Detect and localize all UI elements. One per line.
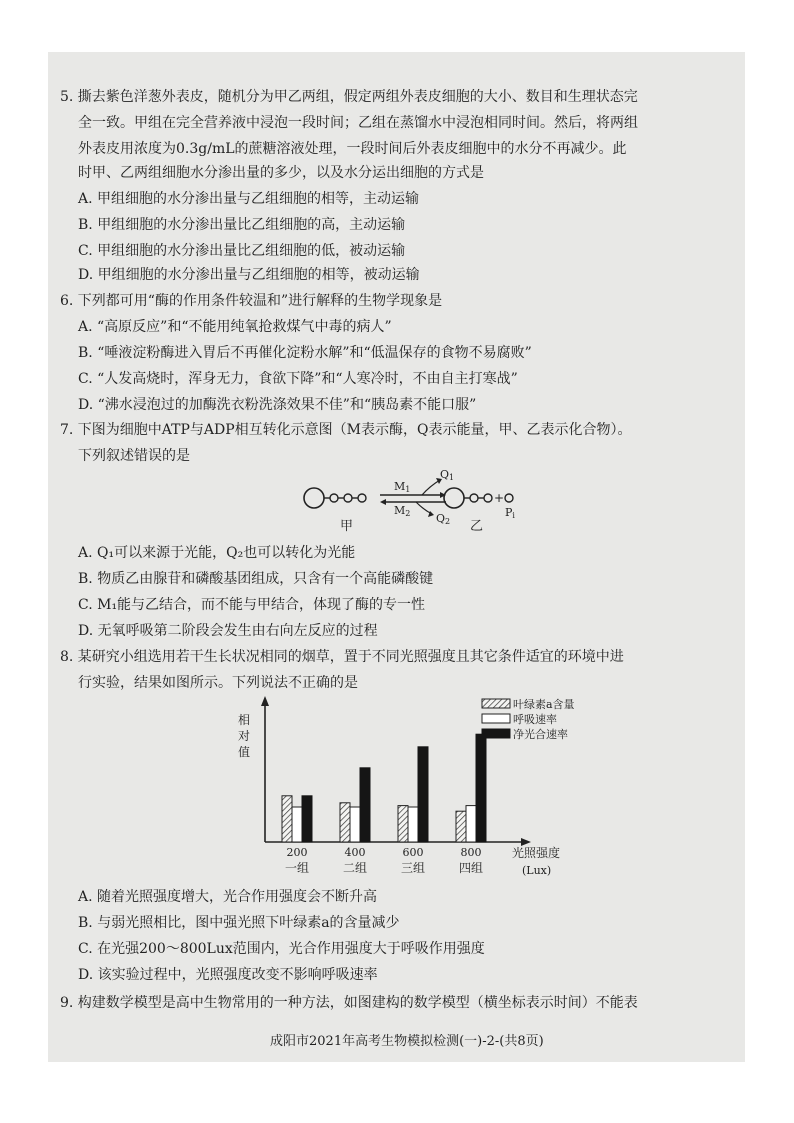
q7-option-c: C. M₁能与乙结合，而不能与甲结合，体现了酶的专一性 — [78, 597, 426, 613]
group-label-800: 四组 — [458, 861, 484, 875]
light-intensity-bar-chart — [220, 692, 600, 882]
q1-label: Q1 — [440, 468, 455, 482]
q5-stem-line-3: 外表皮用浓度为0.3g/mL的蔗糖溶液处理，一段时间后外表皮细胞中的水分不再减少。此 — [78, 141, 627, 157]
y-axis-label-char-3: 值 — [238, 745, 251, 759]
atp-adp-diagram — [300, 466, 530, 536]
net-photosynthesis-bar-400 — [360, 768, 370, 842]
bar-series — [282, 734, 486, 842]
pi-phosphate — [505, 494, 513, 502]
jia-phosphate-2 — [344, 494, 352, 502]
q8-option-c: C. 在光强200～800Lux范围内，光合作用强度大于呼吸作用强度 — [78, 941, 485, 957]
q8-option-b: B. 与弱光照相比，图中强光照下叶绿素a的含量减少 — [78, 915, 400, 931]
yi-adenosine-circle — [444, 488, 464, 508]
chlorophyll-bar-400 — [340, 803, 350, 842]
q6-option-a: A. “高原反应”和“不能用纯氧抢救煤气中毒的病人” — [78, 319, 392, 335]
chlorophyll-bar-200 — [282, 796, 292, 842]
x-tick-label-600: 600 — [402, 846, 424, 859]
chlorophyll-bar-600 — [398, 806, 408, 842]
respiration-bar-600 — [408, 807, 418, 842]
q8-stem-line-1: 8. 某研究小组选用若干生长状况相同的烟草，置于不同光照强度且其它条件适宜的环境中进 — [60, 649, 624, 665]
group-label-600: 三组 — [400, 861, 426, 875]
y-axis-label-char-1: 相 — [238, 713, 251, 727]
q8-option-a: A. 随着光照强度增大，光合作用强度会不断升高 — [78, 889, 378, 905]
net-photosynthesis-bar-200 — [302, 796, 312, 842]
legend-label-net-photosynthesis: 净光合速率 — [513, 728, 568, 741]
page-footer: 成阳市2021年高考生物模拟检测(一)-2-(共8页) — [270, 1034, 544, 1049]
q5-option-c: C. 甲组细胞的水分渗出量比乙组细胞的低，被动运输 — [78, 243, 406, 259]
q5-option-a: A. 甲组细胞的水分渗出量与乙组细胞的相等，主动运输 — [78, 191, 420, 207]
q5-stem-line-2: 全一致。甲组在完全营养液中浸泡一段时间；乙组在蒸馏水中浸泡相同时间。然后，将两组 — [78, 115, 638, 131]
group-label-200: 一组 — [284, 861, 310, 875]
q7-stem-line-1: 7. 下图为细胞中ATP与ADP相互转化示意图（M表示酶，Q表示能量，甲、乙表示化合物）。 — [60, 422, 632, 438]
respiration-bar-800 — [466, 806, 476, 842]
q6-option-b: B. “唾液淀粉酶进入胃后不再催化淀粉水解”和“低温保存的食物不易腐败” — [78, 345, 532, 361]
legend — [482, 697, 575, 741]
group-label-400: 二组 — [342, 861, 368, 875]
y-axis-label-char-2: 对 — [238, 729, 251, 743]
q5-stem-line-1: 5. 撕去紫色洋葱外表皮，随机分为甲乙两组，假定两组外表皮细胞的大小、数目和生理状态完 — [60, 89, 638, 105]
respiration-bar-200 — [292, 807, 302, 842]
x-axis-unit: (Lux) — [522, 864, 552, 877]
jia-label: 甲 — [340, 519, 354, 534]
q9-stem-line-1: 9. 构建数学模型是高中生物常用的一种方法，如图建构的数学模型（横坐标表示时间）不能表 — [60, 995, 638, 1011]
respiration-bar-400 — [350, 807, 360, 842]
chlorophyll-bar-800 — [456, 811, 466, 842]
q6-stem: 6. 下列都可用“酶的作用条件较温和”进行解释的生物学现象是 — [60, 293, 443, 309]
q7-option-a: A. Q₁可以来源于光能，Q₂也可以转化为光能 — [78, 545, 356, 561]
legend-label-respiration: 呼吸速率 — [513, 713, 557, 726]
q8-stem-line-2: 行实验，结果如图所示。下列说法不正确的是 — [78, 675, 358, 691]
svg-text:+: + — [494, 491, 505, 505]
x-tick-label-800: 800 — [460, 846, 482, 859]
yi-phosphate-1 — [470, 494, 478, 502]
x-axis-label: 光照强度 — [512, 846, 561, 860]
q7-stem-line-2: 下列叙述错误的是 — [78, 448, 190, 464]
jia-phosphate-1 — [330, 494, 338, 502]
q2-label: Q2 — [436, 512, 451, 526]
q5-option-d: D. 甲组细胞的水分渗出量与乙组细胞的相等，被动运输 — [78, 267, 420, 283]
legend-label-chlorophyll: 叶绿素a含量 — [513, 698, 575, 711]
x-axis-arrow — [521, 838, 531, 846]
net-photosynthesis-bar-600 — [418, 747, 428, 842]
m2-label: M2 — [394, 504, 411, 518]
jia-adenosine-circle — [304, 488, 324, 508]
q8-option-d: D. 该实验过程中，光照强度改变不影响呼吸速率 — [78, 967, 378, 983]
m1-label: M1 — [394, 480, 411, 494]
net-photosynthesis-bar-800 — [476, 734, 486, 842]
q7-option-d: D. 无氧呼吸第二阶段会发生由右向左反应的过程 — [78, 623, 378, 639]
jia-phosphate-3 — [358, 494, 366, 502]
x-tick-label-400: 400 — [344, 846, 366, 859]
yi-phosphate-2 — [484, 494, 492, 502]
q7-option-b: B. 物质乙由腺苷和磷酸基团组成，只含有一个高能磷酸键 — [78, 571, 434, 587]
q5-stem-line-4: 时甲、乙两组细胞水分渗出量的多少，以及水分运出细胞的方式是 — [78, 165, 484, 181]
q5-option-b: B. 甲组细胞的水分渗出量比乙组细胞的高，主动运输 — [78, 217, 406, 233]
pi-label: Pi — [505, 506, 515, 520]
legend-swatch-chlorophyll — [482, 699, 510, 708]
x-tick-labels — [285, 846, 483, 875]
x-tick-label-200: 200 — [286, 846, 308, 859]
y-axis-arrow — [261, 696, 269, 706]
legend-swatch-respiration — [482, 714, 510, 723]
q6-option-d: D. “沸水浸泡过的加酶洗衣粉洗涤效果不佳”和“胰岛素不能口服” — [78, 397, 477, 413]
q6-option-c: C. “人发高烧时，浑身无力，食欲下降”和“人寒冷时，不由自主打寒战” — [78, 371, 518, 387]
yi-label: 乙 — [470, 519, 484, 534]
q1-arrow — [422, 480, 440, 495]
